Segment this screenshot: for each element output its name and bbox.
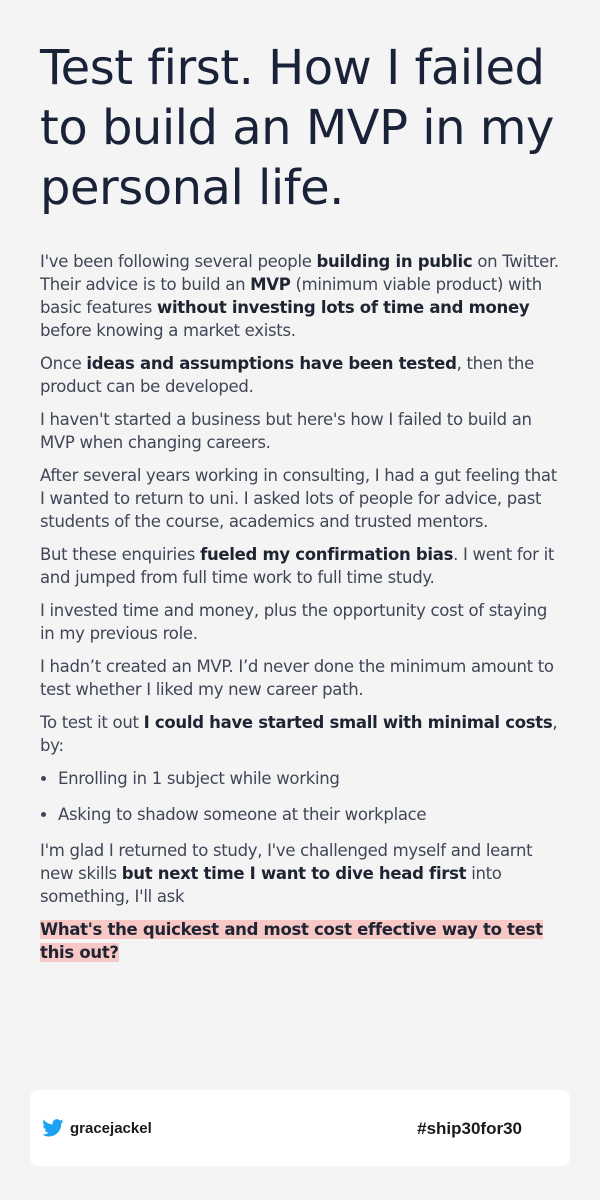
body-text: I haven't started a business but here's how I failed to build an MVP when changing careers. xyxy=(40,410,532,452)
bold-text: without investing lots of time and money xyxy=(157,298,530,317)
bold-text: MVP xyxy=(250,275,291,294)
article-title: Test first. How I failed to build an MVP in my personal life. xyxy=(40,40,554,216)
body-text: But these enquiries xyxy=(40,545,201,564)
twitter-bird-icon xyxy=(42,1119,64,1137)
paragraph xyxy=(40,352,564,398)
body-text: Once xyxy=(40,354,87,373)
body-text: I'm glad I returned to study, I've challenged myself and learnt new skills xyxy=(40,841,533,883)
bold-text: fueled my confirmation bias xyxy=(200,545,454,564)
handle-text: gracejackel xyxy=(70,1119,152,1137)
article xyxy=(40,38,564,964)
closing-paragraph xyxy=(40,839,564,908)
bold-text: I could have started small with minimal costs xyxy=(143,713,553,732)
body-text: After several years working in consulting, I had a gut feeling that I wanted to return to uni. I asked lots of people for advice, past students of the course, academics and trusted mentors. xyxy=(40,466,557,531)
paragraph xyxy=(40,464,564,533)
body-text: on Twitter. Their advice is to build an xyxy=(40,252,559,294)
paragraph xyxy=(40,250,564,342)
footer-card xyxy=(30,1090,570,1166)
author-handle[interactable] xyxy=(42,1119,152,1137)
paragraph xyxy=(40,543,564,589)
bold-text: but next time I want to dive head first xyxy=(121,864,467,883)
body-text: To test it out xyxy=(40,713,144,732)
body-text: , then the product can be developed. xyxy=(40,354,534,396)
bold-text: building in public xyxy=(316,252,473,271)
body-text: I've been following several people xyxy=(40,252,317,271)
bullet-list xyxy=(40,767,564,826)
paragraph xyxy=(40,711,564,757)
highlighted-question: What's the quickest and most cost effective way to test this out? xyxy=(40,920,543,962)
paragraph xyxy=(40,408,564,454)
paragraph xyxy=(40,655,564,701)
article-body xyxy=(40,250,564,757)
body-text: I invested time and money, plus the opportunity cost of staying in my previous role. xyxy=(40,601,548,643)
body-text: before knowing a market exists. xyxy=(40,321,296,340)
bullet-item: • Enrolling in 1 subject while working xyxy=(58,767,564,790)
paragraph xyxy=(40,599,564,645)
body-text: I hadn’t created an MVP. I’d never done the minimum amount to test whether I liked my new career path. xyxy=(40,657,554,699)
body-text: (minimum viable product) with basic features xyxy=(40,275,542,317)
body-text: . I went for it and jumped from full time work to full time study. xyxy=(40,545,555,587)
body-text: into something, I'll ask xyxy=(40,864,502,906)
hashtag[interactable]: #ship30for30 xyxy=(417,1119,522,1138)
bullet-item: • Asking to shadow someone at their workplace xyxy=(58,803,564,826)
body-text: , by: xyxy=(40,713,558,755)
bold-text: ideas and assumptions have been tested xyxy=(86,354,457,373)
